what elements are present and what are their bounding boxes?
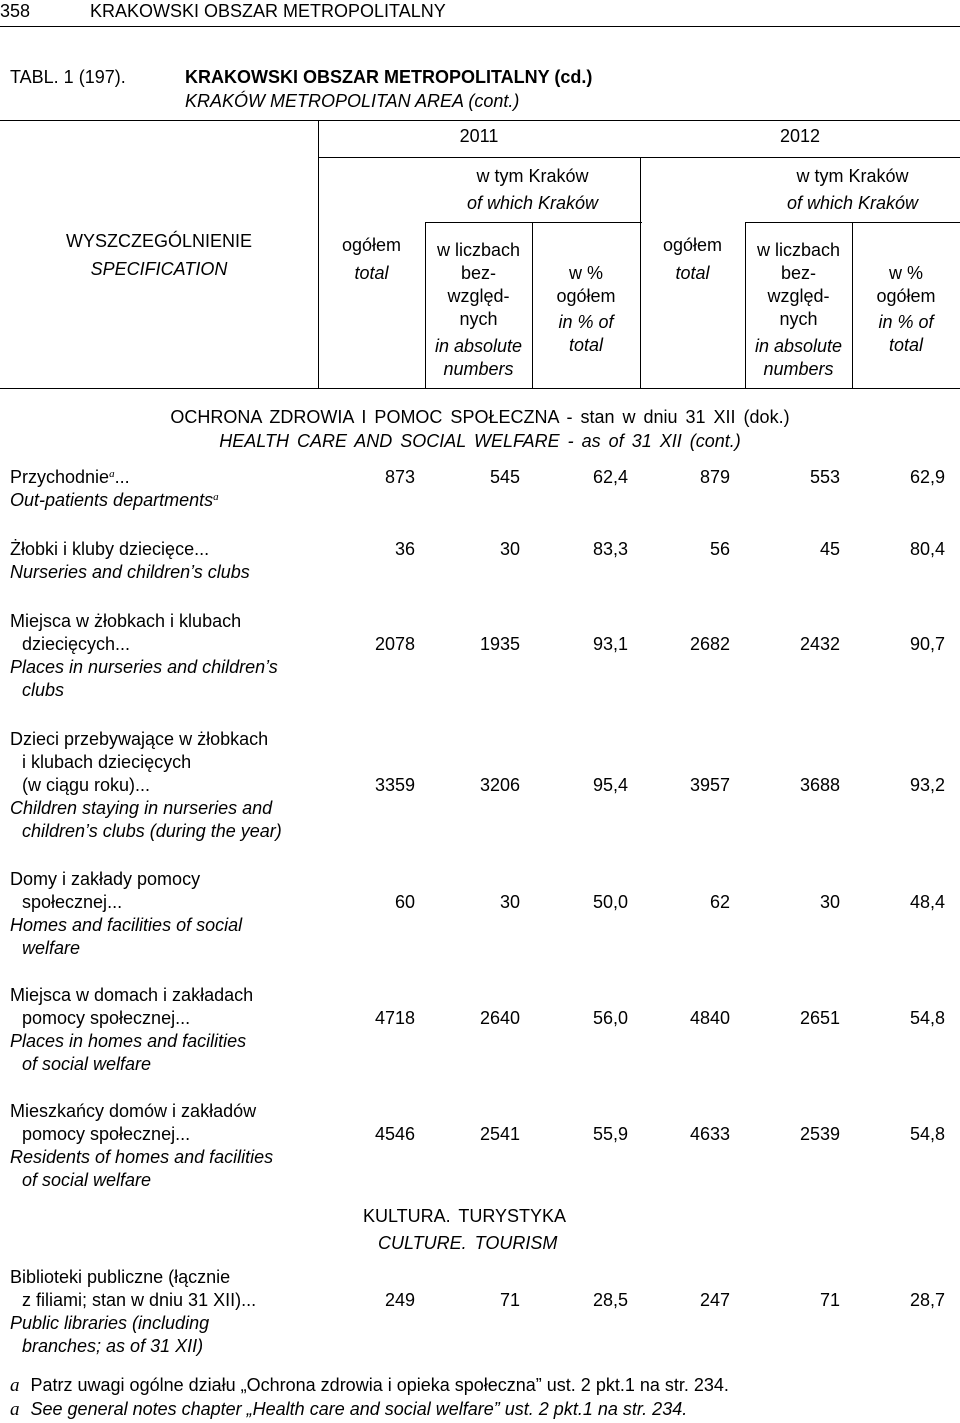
row-label-text: Domy i zakłady pomocy [10, 869, 201, 889]
table-label: TABL. 1 (197). [10, 67, 126, 87]
row-label-text: of social welfare [22, 1054, 152, 1074]
row-label-pl [22, 1007, 190, 1030]
row-label-en [10, 561, 250, 584]
table-title-pl: KRAKOWSKI OBSZAR METROPOLITALNY (cd.) [185, 67, 593, 87]
row-label-text: Przychodnie [10, 467, 110, 487]
year-2012: 2012 [779, 126, 821, 146]
row-label-pl [22, 891, 122, 914]
total-header-pl: ogółem [662, 235, 723, 255]
pct-header-l2: ogółem [556, 286, 616, 306]
row-label-text: of social welfare [22, 1170, 152, 1190]
leader-dots: ... [194, 539, 210, 559]
pct-header-en1: in % of [558, 312, 614, 332]
table-cell-value: 62 [709, 892, 730, 912]
table-cell-value: 2539 [799, 1124, 840, 1144]
row-label-pl [10, 728, 268, 751]
leader-dots: ... [241, 1290, 257, 1310]
row-label-text: dziecięcych [22, 634, 116, 654]
page-number: 358 [0, 1, 31, 21]
section-title-en: HEALTH CARE AND SOCIAL WELFARE - as of 31 XII (cont.) [219, 431, 741, 451]
pct-header-en2: total [568, 335, 604, 355]
pct-header-en2: total [888, 335, 924, 355]
row-label-text: Places in nurseries and children’s [10, 657, 278, 677]
krakow-en-2011: of which Kraków [466, 193, 599, 213]
spec-header-en: SPECIFICATION [90, 259, 228, 279]
row-label-text: (w ciągu roku) [22, 775, 136, 795]
row-label-pl [10, 610, 241, 633]
leader-dots: ... [175, 1008, 191, 1028]
table-cell-value: 80,4 [909, 539, 945, 559]
table-cell-value: 2682 [689, 634, 730, 654]
table-cell-value: 3688 [799, 775, 840, 795]
table-cell-value: 4546 [374, 1124, 415, 1144]
row-label-text: clubs [22, 680, 65, 700]
table-cell-value: 56,0 [592, 1008, 628, 1028]
leader-dots: ... [107, 892, 123, 912]
abs-header-l4: nych [779, 309, 818, 329]
table-cell-value: 4633 [689, 1124, 730, 1144]
table-cell-value: 28,7 [909, 1290, 945, 1310]
spec-header-pl: WYSZCZEGÓLNIENIE [65, 231, 253, 251]
pct-header-l1: w % [568, 263, 603, 283]
table-cell-value: 2651 [799, 1008, 840, 1028]
row-label-en [22, 679, 64, 702]
table-cell-value: 62,9 [909, 467, 945, 487]
running-title: KRAKOWSKI OBSZAR METROPOLITALNY [90, 1, 446, 21]
row-label-text: społecznej [22, 892, 108, 912]
table-cell-value: 1935 [479, 634, 520, 654]
table-top-rule [0, 120, 960, 121]
table-cell-value: 2640 [479, 1008, 520, 1028]
footnote-text-pl: Patrz uwagi ogólne działu „Ochrona zdrowia i opieka społeczna” ust. 2 pkt.1 na str. 234. [30, 1375, 729, 1395]
leader-dots: ... [135, 775, 151, 795]
row-label-text: Nurseries and children’s clubs [10, 562, 250, 582]
table-cell-value: 71 [819, 1290, 840, 1310]
section-title-pl: OCHRONA ZDROWIA I POMOC SPOŁECZNA - stan w dniu 31 XII (dok.) [170, 407, 790, 427]
section-title-pl: KULTURA. TURYSTYKA [363, 1206, 567, 1226]
table-cell-value: 83,3 [592, 539, 628, 559]
row-label-en [10, 1312, 209, 1335]
row-label-pl [22, 751, 191, 774]
row-label-text: welfare [22, 938, 81, 958]
row-label-text: Miejsca w żłobkach i klubach [10, 611, 242, 631]
pct-header-l2: ogółem [876, 286, 936, 306]
table-cell-value: 30 [499, 892, 520, 912]
row-label-pl [10, 868, 200, 891]
row-label-text: branches; as of 31 XII) [22, 1336, 204, 1356]
abs-header-l2: bez- [460, 263, 496, 283]
row-label-pl [22, 633, 130, 656]
table-cell-value: 56 [709, 539, 730, 559]
table-cell-value: 95,4 [592, 775, 628, 795]
table-cell-value: 71 [499, 1290, 520, 1310]
table-cell-value: 879 [699, 467, 730, 487]
row-label-pl [10, 466, 130, 489]
abs-header-l4: nych [459, 309, 498, 329]
abs-header-l1: w liczbach [756, 240, 841, 260]
year-rule [318, 157, 960, 158]
row-label-en [10, 797, 272, 820]
row-label-en [22, 820, 282, 843]
abs-header-en1: in absolute [754, 336, 843, 356]
table-cell-value: 3359 [374, 775, 415, 795]
table-cell-value: 60 [394, 892, 415, 912]
footnote-text-en: See general notes chapter „Health care and social welfare” ust. 2 pkt.1 na str. 234. [30, 1399, 688, 1419]
row-label-en [10, 489, 219, 512]
table-cell-value: 30 [499, 539, 520, 559]
row-label-text: Out-patients departments [10, 490, 214, 510]
table-cell-value: 36 [394, 539, 415, 559]
row-label-text: Homes and facilities of social [10, 915, 243, 935]
table-cell-value: 54,8 [909, 1124, 945, 1144]
year-2011: 2011 [459, 126, 499, 146]
table-cell-value: 93,2 [909, 775, 945, 795]
leader-dots: ... [115, 634, 131, 654]
table-cell-value: 3206 [479, 775, 520, 795]
table-cell-value: 48,4 [909, 892, 945, 912]
row-label-pl [10, 538, 209, 561]
row-label-pl [22, 1289, 256, 1312]
krakow-pl-2012: w tym Kraków [796, 166, 909, 186]
row-label-en [10, 1030, 246, 1053]
krakow-pl-2011: w tym Kraków [476, 166, 589, 186]
pct-header-en1: in % of [878, 312, 934, 332]
footnote-marker: a [10, 1399, 20, 1420]
row-label-pl [22, 774, 150, 797]
table-cell-value: 2078 [374, 634, 415, 654]
table-cell-value: 553 [809, 467, 840, 487]
row-label-text: z filiami; stan w dniu 31 XII) [22, 1290, 242, 1310]
row-label-text: Dzieci przebywające w żłobkach [10, 729, 269, 749]
table-cell-value: 55,9 [592, 1124, 628, 1144]
row-label-en [10, 914, 242, 937]
table-title-en: KRAKÓW METROPOLITAN AREA (cont.) [185, 91, 520, 111]
row-label-text: Miejsca w domach i zakładach [10, 985, 254, 1005]
row-label-text: pomocy społecznej [22, 1124, 176, 1144]
abs-header-l1: w liczbach [436, 240, 521, 260]
row-label-pl [10, 1100, 256, 1123]
row-label-text: Places in homes and facilities [10, 1031, 247, 1051]
row-label-text: pomocy społecznej [22, 1008, 176, 1028]
row-label-en [22, 937, 80, 960]
row-label-text: Residents of homes and facilities [10, 1147, 274, 1167]
table-cell-value: 45 [819, 539, 840, 559]
header-rule [0, 26, 960, 27]
total-header-pl: ogółem [341, 235, 402, 255]
table-cell-value: 50,0 [592, 892, 628, 912]
leader-dots: ... [175, 1124, 191, 1144]
table-cell-value: 54,8 [909, 1008, 945, 1028]
pct-header-l1: w % [888, 263, 923, 283]
row-label-pl [22, 1123, 190, 1146]
table-cell-value: 2541 [479, 1124, 520, 1144]
abs-header-l3: względ- [767, 286, 830, 306]
row-label-text: Żłobki i kluby dziecięce [10, 539, 195, 559]
row-label-text: Biblioteki publiczne (łącznie [10, 1267, 231, 1287]
table-header-bottom-rule [0, 388, 960, 389]
row-label-en [10, 1146, 273, 1169]
row-label-en [22, 1053, 151, 1076]
table-cell-value: 28,5 [592, 1290, 628, 1310]
footnote-ref: a [213, 491, 219, 503]
row-label-en [10, 656, 278, 679]
krakow-rule-2011 [425, 222, 642, 223]
footnote-ref: a [109, 468, 115, 480]
footnote-en [10, 1398, 687, 1421]
row-label-text: Mieszkańcy domów i zakładów [10, 1101, 257, 1121]
abs-header-en2: numbers [443, 359, 514, 379]
table-cell-value: 93,1 [592, 634, 628, 654]
row-label-pl [10, 984, 253, 1007]
abs-header-en2: numbers [763, 359, 834, 379]
table-cell-value: 3957 [689, 775, 730, 795]
table-cell-value: 873 [384, 467, 415, 487]
row-label-text: Children staying in nurseries and [10, 798, 273, 818]
row-label-en [22, 1335, 203, 1358]
row-label-en [22, 1169, 151, 1192]
row-label-pl [10, 1266, 230, 1289]
abs-header-l2: bez- [780, 263, 816, 283]
table-cell-value: 545 [489, 467, 520, 487]
table-cell-value: 62,4 [592, 467, 628, 487]
leader-dots: ... [114, 467, 130, 487]
row-label-text: Public libraries (including [10, 1313, 210, 1333]
footnote-pl [10, 1374, 729, 1397]
abs-header-l3: względ- [447, 286, 510, 306]
table-cell-value: 247 [699, 1290, 730, 1310]
table-cell-value: 90,7 [909, 634, 945, 654]
table-cell-value: 2432 [799, 634, 840, 654]
row-label-text: i klubach dziecięcych [22, 752, 192, 772]
abs-header-en1: in absolute [434, 336, 523, 356]
section-title-en: CULTURE. TOURISM [378, 1233, 558, 1253]
row-label-text: children’s clubs (during the year) [22, 821, 282, 841]
footnote-marker: a [10, 1375, 20, 1396]
total-header-en: total [354, 263, 389, 283]
table-cell-value: 4840 [689, 1008, 730, 1028]
krakow-en-2012: of which Kraków [786, 193, 919, 213]
table-cell-value: 30 [819, 892, 840, 912]
table-cell-value: 249 [384, 1290, 415, 1310]
table-cell-value: 4718 [374, 1008, 415, 1028]
total-header-en: total [675, 263, 710, 283]
